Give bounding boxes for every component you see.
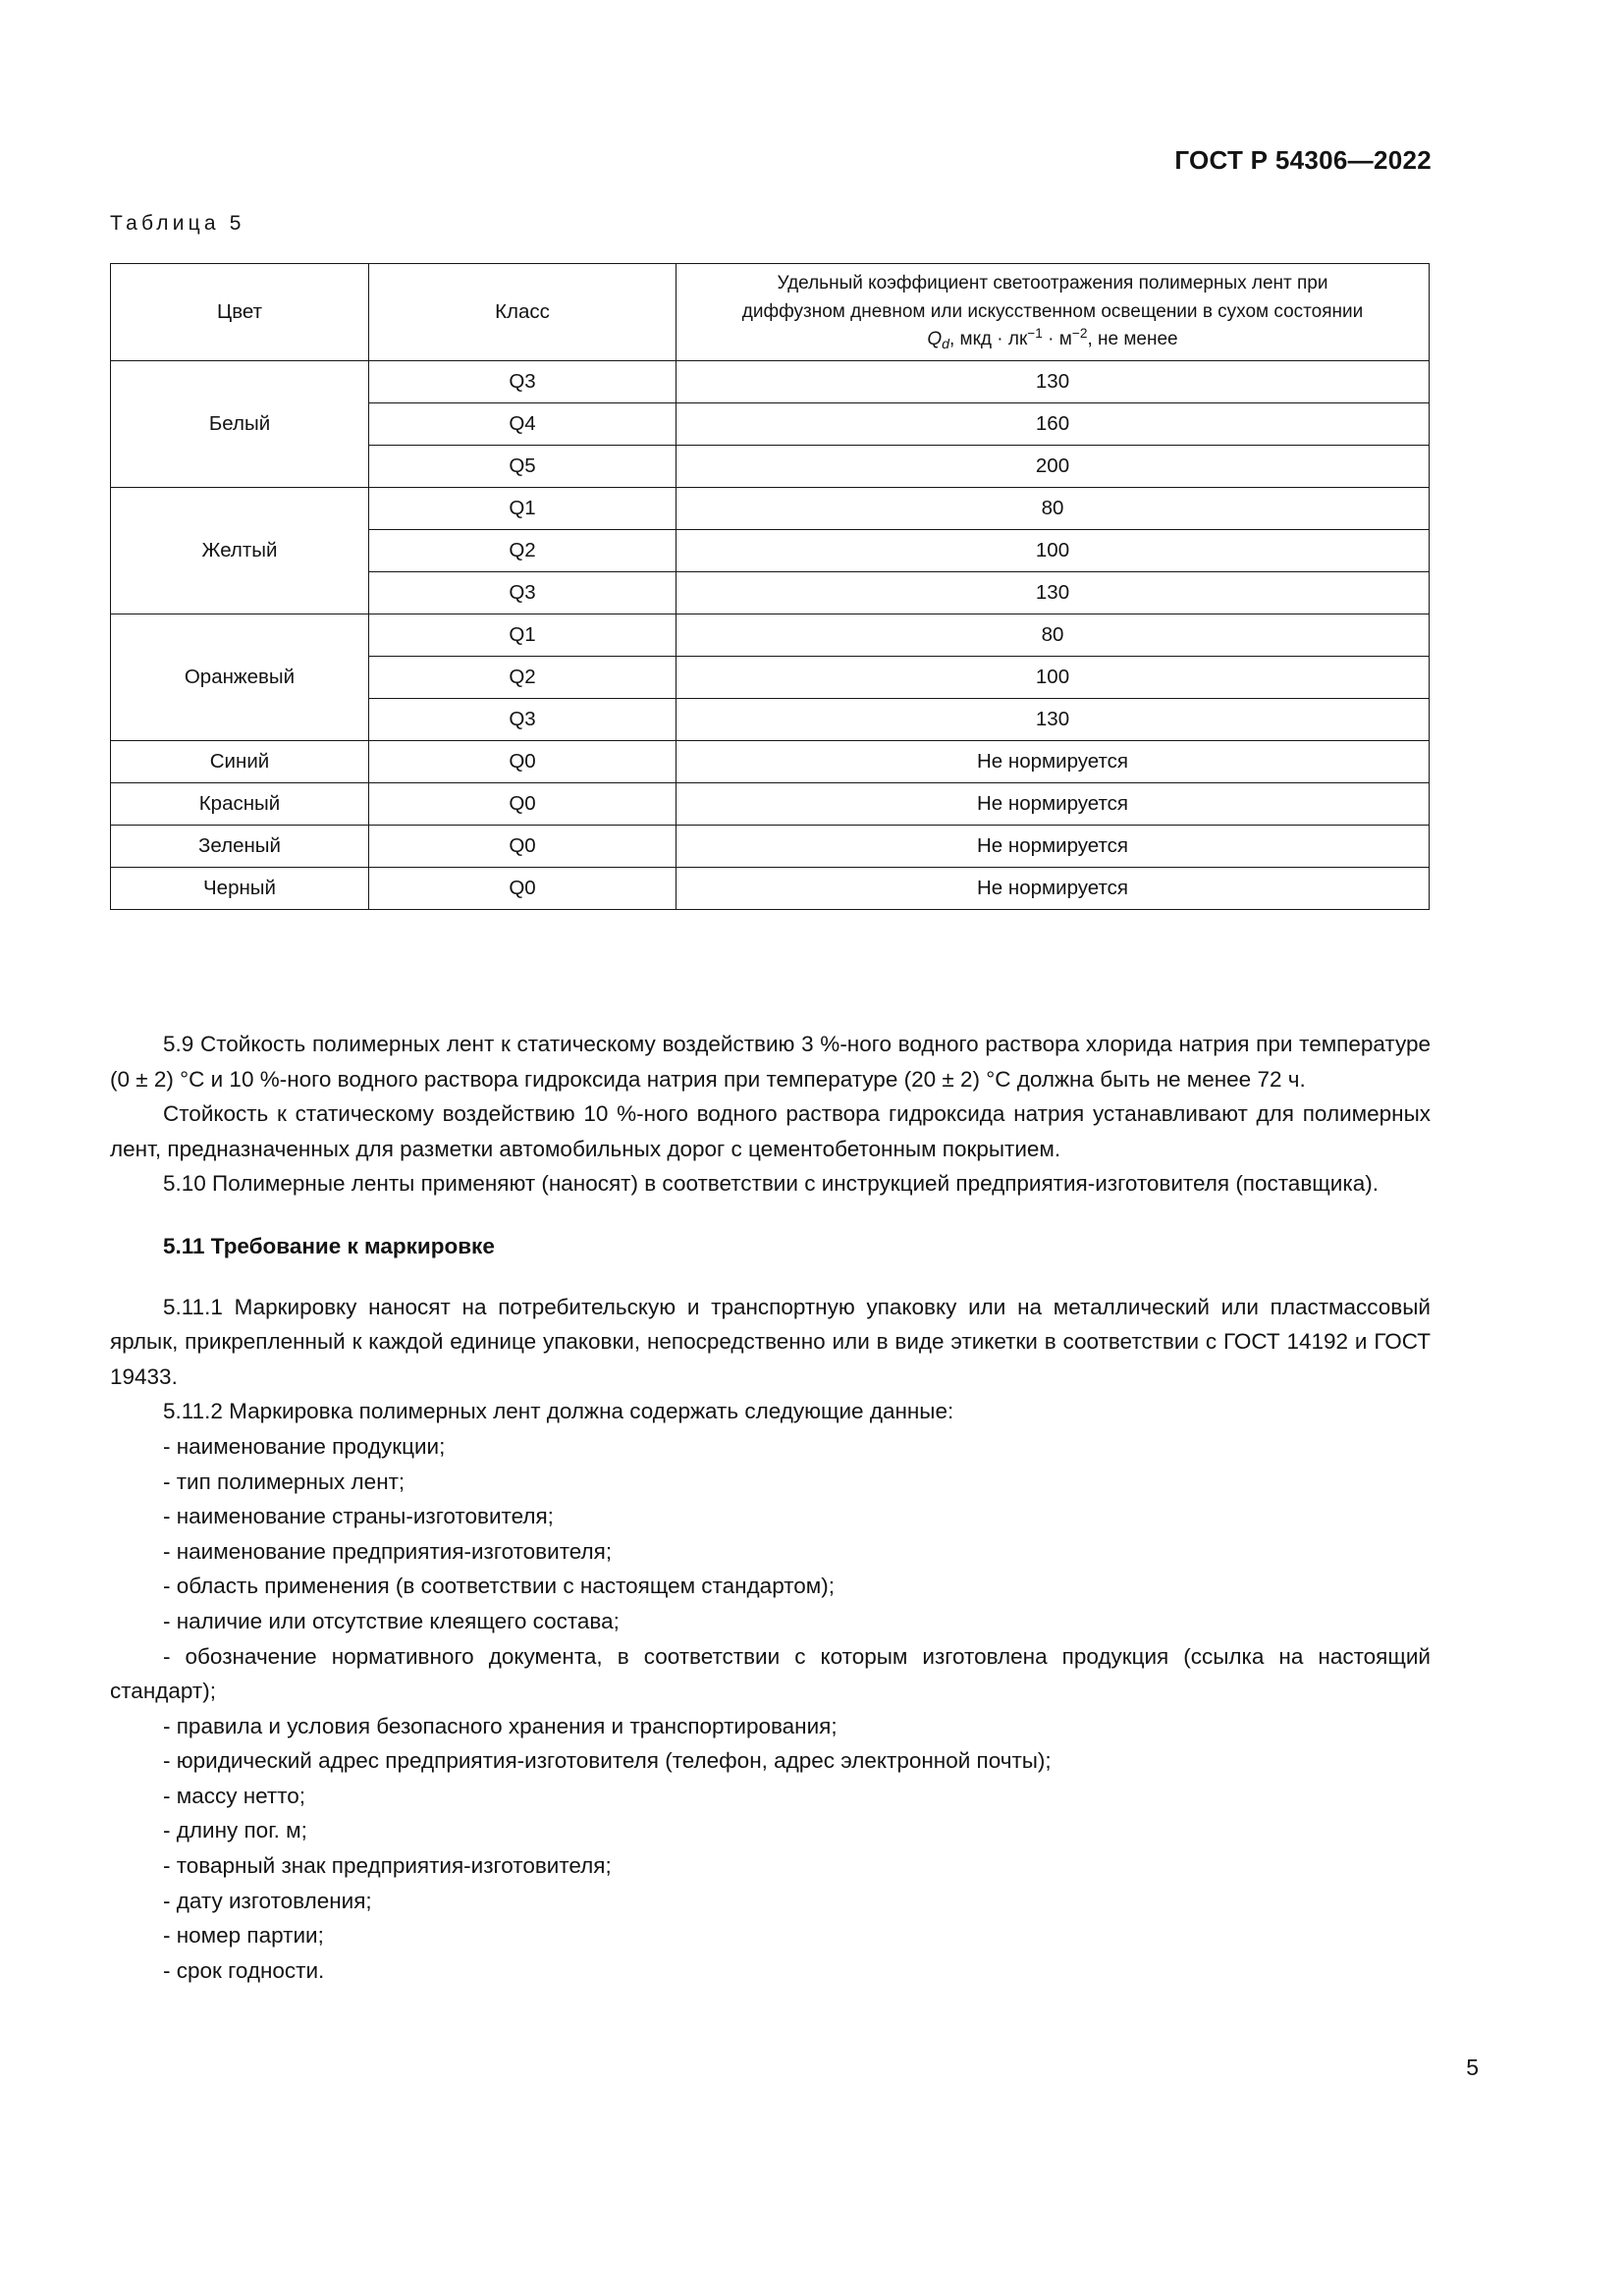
list-item: - правила и условия безопасного хранения и транспортирования; — [163, 1713, 838, 1738]
cell-coefficient-value: Не нормируется — [677, 740, 1430, 782]
cell-color: Красный — [111, 782, 369, 825]
cell-coefficient-value: 130 — [677, 571, 1430, 614]
cell-class: Q2 — [369, 656, 677, 698]
list-item: - массу нетто; — [163, 1783, 306, 1808]
table-row — [111, 867, 1430, 909]
page-number: 5 — [1466, 2055, 1479, 2080]
column-header-class: Класс — [369, 264, 677, 361]
document-header-standard-ref: ГОСТ Р 54306—2022 — [1174, 145, 1432, 175]
cell-class: Q0 — [369, 825, 677, 867]
cell-coefficient-value: 100 — [677, 529, 1430, 571]
cell-class: Q1 — [369, 487, 677, 529]
formula-units-mid: · м — [1042, 329, 1072, 349]
cell-coefficient-value: 130 — [677, 698, 1430, 740]
formula-units-suffix: , не менее — [1087, 329, 1178, 349]
cell-color: Оранжевый — [111, 614, 369, 740]
paragraph-5-11-2: 5.11.2 Маркировка полимерных лент должна содержать следующие данные: — [163, 1399, 954, 1424]
formula-subscript-d: d — [942, 336, 949, 351]
list-item: - наименование предприятия-изготовителя; — [163, 1538, 613, 1564]
cell-coefficient-value: Не нормируется — [677, 825, 1430, 867]
table-row — [111, 740, 1430, 782]
cell-color: Белый — [111, 360, 369, 487]
paragraph-5-9-continued: Стойкость к статическому воздействию 10 %-ного водного раствора гидроксида натрия устанавливают для полимерных лент, предназначенных для разметки автомобильных дорог с цементобетонным покрытием. — [110, 1101, 1431, 1161]
list-item: - юридический адрес предприятия-изготовителя (телефон, адрес электронной почты); — [163, 1748, 1052, 1774]
cell-class: Q0 — [369, 740, 677, 782]
formula-symbol-q: Q — [927, 329, 943, 349]
cell-color: Черный — [111, 867, 369, 909]
formula-units-prefix: , мкд · лк — [948, 329, 1028, 349]
cell-color: Синий — [111, 740, 369, 782]
formula-exponent-1: −1 — [1027, 326, 1043, 341]
column-header-line-2: диффузном дневном или искусственном освещении в сухом состоянии — [741, 300, 1364, 322]
cell-class: Q3 — [369, 571, 677, 614]
cell-coefficient-value: 100 — [677, 656, 1430, 698]
formula-exponent-2: −2 — [1071, 326, 1088, 341]
list-item: - товарный знак предприятия-изготовителя; — [163, 1853, 612, 1879]
cell-class: Q2 — [369, 529, 677, 571]
cell-coefficient-value: 130 — [677, 360, 1430, 402]
cell-coefficient-value: 80 — [677, 487, 1430, 529]
column-header-color: Цвет — [111, 264, 369, 361]
column-header-coefficient — [677, 264, 1430, 361]
table-row — [111, 782, 1430, 825]
marking-requirements-list — [110, 1429, 1431, 1989]
cell-class: Q1 — [369, 614, 677, 656]
table-row — [111, 825, 1430, 867]
cell-class: Q5 — [369, 445, 677, 487]
document-body — [110, 1027, 1431, 1988]
cell-class: Q3 — [369, 360, 677, 402]
table-body — [111, 360, 1430, 909]
paragraph-5-9: 5.9 Стойкость полимерных лент к статическому воздействию 3 %-ного водного раствора хлорида натрия при температуре (0 ± 2) °С и 10 %-ного водного раствора гидроксида натрия при температуре (20 ± 2) °С должна быть не менее 72 ч. — [110, 1032, 1431, 1092]
heading-5-11: 5.11 Требование к маркировке — [163, 1233, 495, 1258]
cell-class: Q3 — [369, 698, 677, 740]
table-caption: Таблица 5 — [110, 212, 245, 235]
table-5-wrapper — [110, 263, 1429, 910]
paragraph-5-10: 5.10 Полимерные ленты применяют (наносят) в соответствии с инструкцией предприятия-изготовителя (поставщика). — [163, 1171, 1379, 1197]
cell-color: Зеленый — [111, 825, 369, 867]
cell-coefficient-value: 200 — [677, 445, 1430, 487]
cell-coefficient-value: 80 — [677, 614, 1430, 656]
cell-class: Q0 — [369, 867, 677, 909]
table-head — [111, 264, 1430, 361]
list-item: - срок годности. — [163, 1957, 325, 1983]
paragraph-5-11-1: 5.11.1 Маркировку наносят на потребительскую и транспортную упаковку или на металлический или пластмассовый ярлык, прикрепленный к каждой единице упаковки, непосредственно или в виде этикетки в соответствии с ГОСТ 14192 и ГОСТ 19433. — [110, 1294, 1431, 1389]
table-row — [111, 360, 1430, 402]
table-header-row — [111, 264, 1430, 361]
table-row — [111, 614, 1430, 656]
cell-class: Q4 — [369, 402, 677, 445]
cell-coefficient-value: Не нормируется — [677, 867, 1430, 909]
table-5 — [110, 263, 1430, 910]
cell-color: Желтый — [111, 487, 369, 614]
list-item: - наименование страны-изготовителя; — [163, 1504, 554, 1529]
list-item: - длину пог. м; — [163, 1818, 307, 1843]
list-item: - наименование продукции; — [163, 1433, 446, 1459]
column-header-formula — [927, 326, 1178, 351]
cell-coefficient-value: Не нормируется — [677, 782, 1430, 825]
column-header-line-1: Удельный коэффициент светоотражения полимерных лент при — [777, 273, 1328, 294]
list-item: - обозначение нормативного документа, в соответствии с которым изготовлена продукция (ссылка на настоящий стандарт); — [110, 1643, 1431, 1704]
list-item: - номер партии; — [163, 1923, 324, 1949]
table-row — [111, 487, 1430, 529]
cell-class: Q0 — [369, 782, 677, 825]
list-item: - дату изготовления; — [163, 1888, 372, 1913]
list-item: - наличие или отсутствие клеящего состава; — [163, 1608, 620, 1633]
list-item: - область применения (в соответствии с настоящем стандартом); — [163, 1574, 835, 1599]
cell-coefficient-value: 160 — [677, 402, 1430, 445]
list-item: - тип полимерных лент; — [163, 1468, 406, 1494]
